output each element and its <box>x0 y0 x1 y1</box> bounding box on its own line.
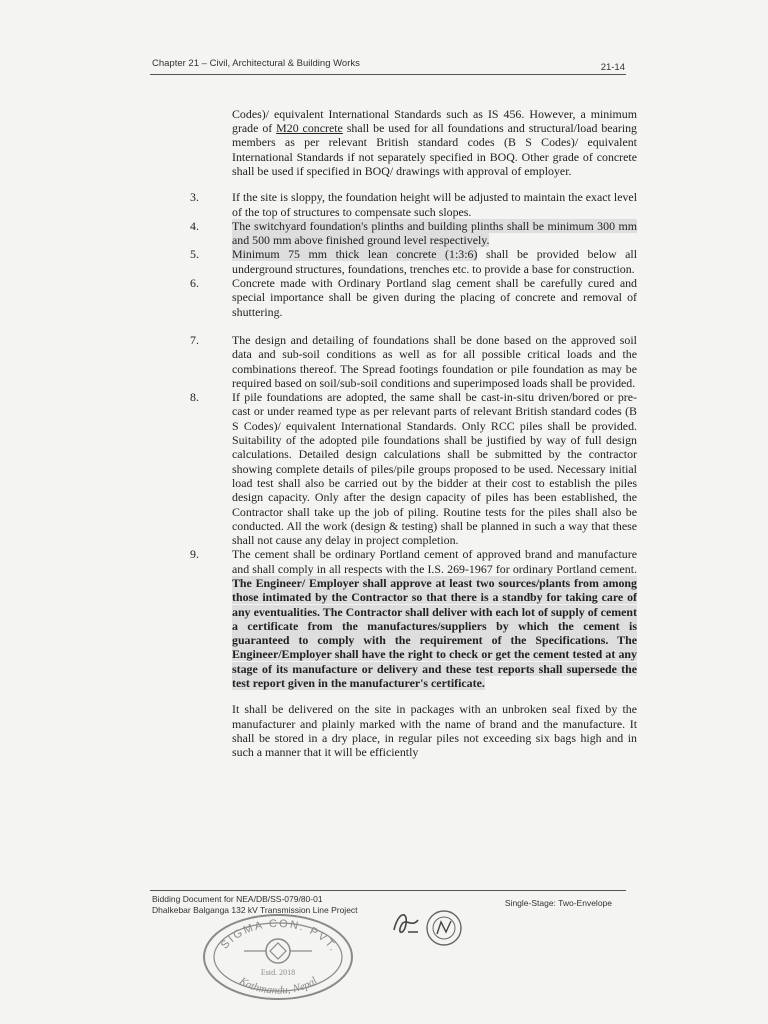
header-rule <box>150 74 626 75</box>
intro-text-segment: shall be used for all foundations and structural/load bearing members as per relevant British standard codes (B S Codes)/ equivalent International Standards if not separately specified in BOQ. Other grade of concrete shall be used if specified in BOQ/ drawings with approval of employer. <box>232 121 638 179</box>
item-text: The cement shall be ordinary Portland cement of approved brand and manufacture and shall comply in all respects with the I.S. 269-1967 for ordinary Portland cement. <box>232 547 637 576</box>
document-body <box>190 95 637 771</box>
item-text: If pile foundations are adopted, the same shall be cast-in-situ driven/bored or pre-cast or under reamed type as per relevant parts of relevant British standard codes (B S Codes)/ equivalent International Standards. Only RCC piles shall be provided. Suitability of the adopted pile foundations shall be justified by way of full design calculations. Detailed design calculations shall be submitted by the contractor showing complete details of piles/pile groups proposed to be used. Necessary initial load test shall also be carried out by the bidder at their cost to establish the piles design capacity. Only after the design capacity of piles has been established, the Contractor shall take up the job of piling. Routine tests for the piles shall also be conducted. All the work (design & testing) shall be planned in such a way that these shall not cause any delay in project completion. <box>232 390 637 548</box>
footer-envelope-type: Single-Stage: Two-Envelope <box>504 898 612 908</box>
list-item-7 <box>190 333 637 390</box>
bold-highlighted-text: The Engineer/ Employer shall approve at least two sources/plants from among those intimated by the Contractor so that there is a standby for taking care of any eventualities. The Contractor shall deliver with each lot of supply of cement a certificate from the manufactures/suppliers by which the cement is guaranteed to comply with the requirement of the Specifications. The Engineer/Employer shall have the right to check or get the cement tested at any stage of its manufacture or delivery and these test reports shall supersede the test report given in the manufacturer's certificate. <box>232 575 637 691</box>
highlighted-text: Minimum 75 mm thick lean concrete (1:3:6) <box>232 247 478 262</box>
list-item-8 <box>190 390 637 547</box>
footer-document-id: Bidding Document for NEA/DB/SS-079/80-01 <box>152 894 323 904</box>
stamp-city: Kathmandu, Nepal <box>237 974 320 997</box>
item-number: 8. <box>190 390 199 405</box>
item-number: 6. <box>190 276 199 291</box>
chapter-title: Chapter 21 – Civil, Architectural & Building Works <box>152 58 360 69</box>
stamp-estd: Estd. 2018 <box>260 968 296 977</box>
intro-paragraph <box>232 107 637 178</box>
item-text: Concrete made with Ordinary Portland slag cement shall be carefully cured and special importance shall be given during the placing of concrete and removal of shuttering. <box>232 276 637 319</box>
official-seal-icon <box>422 908 466 948</box>
list-item-4 <box>190 219 637 248</box>
underlined-text: M20 concrete <box>276 121 343 136</box>
stamp-diamond-icon <box>270 943 286 959</box>
list-item-3 <box>190 190 637 219</box>
list-item-9 <box>190 547 637 690</box>
item-number: 4. <box>190 218 199 233</box>
item-text: The design and detailing of foundations shall be done based on the approved soil data and sub-soil conditions as well as for all possible critical loads and the combinations thereof. The Spread footings foundation or pile foundation as may be required based on soil/sub-soil conditions and superimposed loads shall be provided. <box>232 332 637 390</box>
item-number: 7. <box>190 332 199 347</box>
highlighted-text: The switchyard foundation's plinths and building plinths shall be minimum 300 mm and 500 mm above finished ground level respectively. <box>232 218 637 248</box>
signature-stroke <box>394 915 418 932</box>
footer-project-name: Dhalkebar Balganga 132 kV Transmission Line Project <box>152 905 358 915</box>
item-text: If the site is sloppy, the foundation height will be adjusted to maintain the exact level of the top of structures to compensate such slopes. <box>232 190 637 219</box>
item-number: 3. <box>190 190 199 205</box>
list-item-6 <box>190 276 637 319</box>
intro-text-segment: Codes)/ equivalent International Standards such as IS 456. However, a minimum grade of <box>232 106 637 136</box>
stamp-company-name: SIGMA CON. PVT. <box>218 917 341 955</box>
closing-paragraph: It shall be delivered on the site in packages with an unbroken seal fixed by the manufacturer and plainly marked with the name of brand and the manufacture. It shall be stored in a dry place, in regular piles not exceeding six bags high and in such a manner that it will be efficiently <box>232 702 637 760</box>
list-item-5 <box>190 247 637 276</box>
item-number: 9. <box>190 547 199 562</box>
spacer <box>190 319 637 333</box>
item-number: 5. <box>190 247 199 262</box>
page-number: 21-14 <box>600 62 625 73</box>
item-text: shall be provided below all underground structures, foundations, trenches etc. to provide a base for construction. <box>232 247 637 276</box>
company-stamp <box>198 905 358 1001</box>
footer-rule <box>150 890 626 891</box>
